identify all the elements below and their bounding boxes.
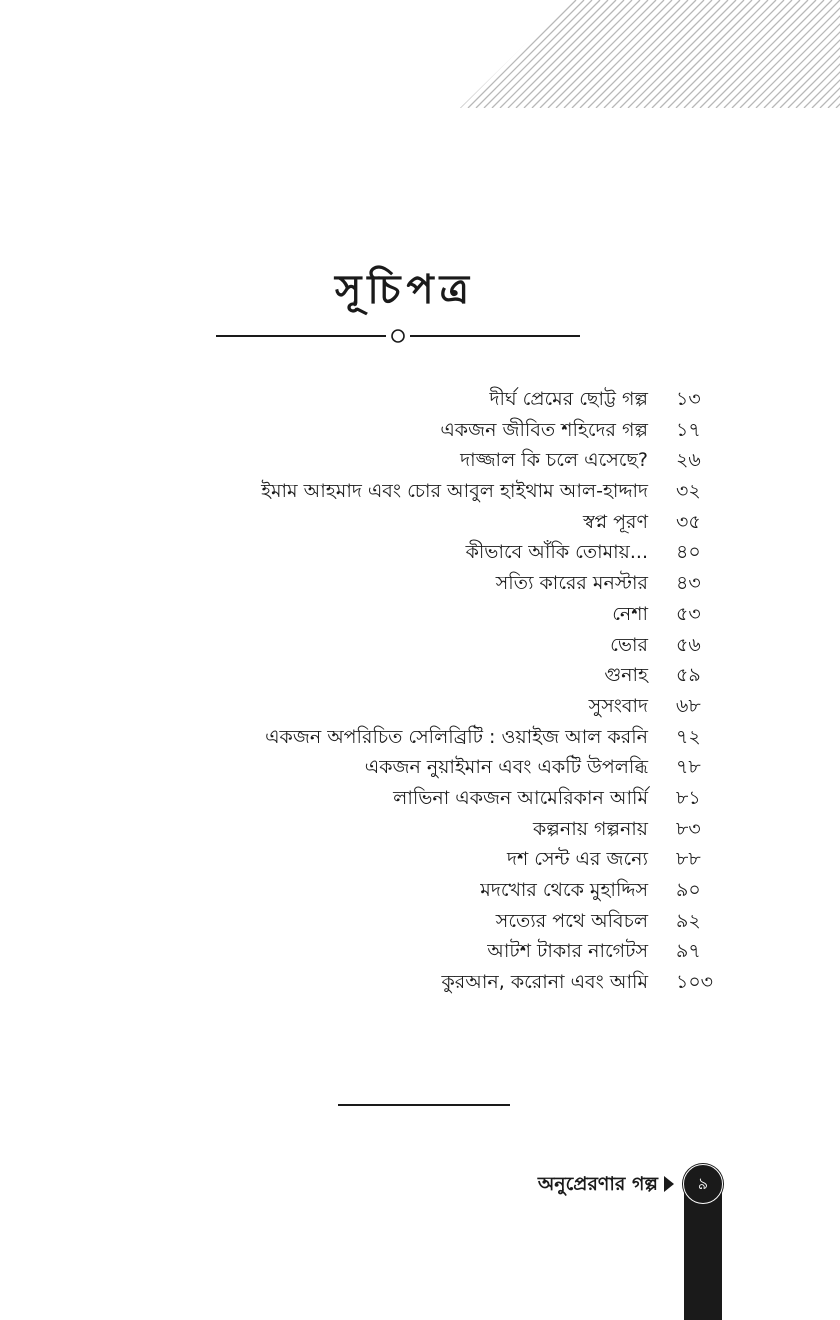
toc-entry-page: ৮৩ xyxy=(676,817,701,840)
footer-arrow-icon xyxy=(664,1176,674,1192)
hatch-line xyxy=(652,0,760,108)
toc-entry xyxy=(0,445,840,476)
toc-entry-title: মদখোর থেকে মুহাদ্দিস xyxy=(480,879,648,901)
toc-entry-page: ৩২ xyxy=(676,480,701,503)
toc-entry xyxy=(0,691,840,722)
hatch-line xyxy=(700,0,808,108)
hatch-line xyxy=(508,0,616,108)
hatch-line xyxy=(708,0,816,108)
toc-entry-title: গুনাহ xyxy=(604,664,648,687)
hatch-line xyxy=(620,0,728,108)
hatch-line xyxy=(676,0,784,108)
toc-entry-title: লাভিনা একজন আমেরিকান আর্মি xyxy=(393,786,648,809)
toc-entry xyxy=(0,814,840,845)
toc-entry-page: ২৬ xyxy=(676,449,701,472)
hatch-line xyxy=(596,0,704,108)
hatch-line xyxy=(660,0,768,108)
toc-entry xyxy=(0,476,840,507)
toc-entry-page: ৯৭ xyxy=(676,940,701,963)
hatch-line xyxy=(460,0,496,108)
hatch-line xyxy=(612,0,720,108)
toc-entry-page: ৭৮ xyxy=(676,756,701,779)
hatch-line xyxy=(460,0,512,108)
hatch-line xyxy=(684,0,792,108)
hatch-line xyxy=(636,0,744,108)
toc-entry-title: কল্পনায় গল্পনায় xyxy=(533,817,648,840)
hatch-line xyxy=(772,0,840,108)
toc-entry xyxy=(0,599,840,630)
toc-entry xyxy=(0,507,840,538)
toc-entry-title: আটশ টাকার নাগেটস xyxy=(487,940,648,963)
toc-entry-title: ইমাম আহমাদ এবং চোর আবুল হাইথাম আল-হাদ্দাদ xyxy=(261,480,648,503)
toc-entry xyxy=(0,537,840,568)
toc-entry xyxy=(0,752,840,783)
hatch-line xyxy=(716,0,824,108)
hatch-line xyxy=(532,0,640,108)
toc-entry-page: ১৭ xyxy=(676,418,701,441)
toc-entry-page: ৯২ xyxy=(676,909,701,932)
toc-entry-page: ১০৩ xyxy=(676,971,714,994)
toc-entry xyxy=(0,630,840,661)
hatch-line xyxy=(460,0,504,108)
table-of-contents xyxy=(0,384,840,998)
hatch-line xyxy=(692,0,800,108)
hatch-line xyxy=(548,0,656,108)
hatch-line xyxy=(460,0,520,108)
page-number-badge: ৯ xyxy=(683,1164,723,1204)
hatch-line xyxy=(588,0,696,108)
hatch-line xyxy=(516,0,624,108)
toc-entry xyxy=(0,783,840,814)
bottom-rule xyxy=(338,1104,510,1106)
toc-entry-title: কীভাবে আঁকি তোমায়... xyxy=(465,541,648,564)
hatch-line xyxy=(524,0,632,108)
toc-entry xyxy=(0,875,840,906)
hatch-line xyxy=(460,0,568,108)
toc-entry-title: কুরআন, করোনা এবং আমি xyxy=(441,971,648,994)
hatch-line xyxy=(740,0,840,108)
toc-entry-title: একজন নুয়াইমান এবং একটি উপলব্ধি xyxy=(364,756,648,779)
toc-entry xyxy=(0,906,840,937)
toc-entry-page: ৯০ xyxy=(676,879,701,901)
hatch-line xyxy=(572,0,680,108)
hatch-line xyxy=(580,0,688,108)
hatch-line xyxy=(468,0,576,108)
toc-entry-title: একজন জীবিত শহিদের গল্প xyxy=(440,418,648,441)
toc-entry-page: ৮১ xyxy=(676,786,701,809)
toc-entry-page: ৫৩ xyxy=(676,602,701,625)
hatch-line xyxy=(564,0,672,108)
toc-entry xyxy=(0,967,840,998)
hatch-line xyxy=(732,0,840,108)
toc-entry-title: দীর্ঘ প্রেমের ছোট্ট গল্প xyxy=(489,388,648,410)
toc-entry-page: ৮৮ xyxy=(676,848,701,871)
hatch-line xyxy=(540,0,648,108)
toc-entry-title: সত্যি কারের মনস্টার xyxy=(495,572,648,595)
hatch-line xyxy=(492,0,600,108)
hatch-line xyxy=(668,0,776,108)
toc-entry xyxy=(0,568,840,599)
hatch-line xyxy=(476,0,584,108)
toc-entry-title: স্বপ্ন পূরণ xyxy=(583,510,648,533)
title-divider-ornament xyxy=(216,326,580,346)
toc-entry xyxy=(0,415,840,446)
toc-entry-title: একজন অপরিচিত সেলিব্রিটি : ওয়াইজ আল করনি xyxy=(265,725,648,748)
hatch-line xyxy=(724,0,832,108)
toc-entry-page: ৫৯ xyxy=(676,664,701,687)
hatch-line xyxy=(500,0,608,108)
toc-entry xyxy=(0,384,840,415)
toc-entry-title: নেশা xyxy=(612,602,648,625)
page-tab-strip xyxy=(684,1186,722,1320)
page-title: সূচিপত্র xyxy=(335,267,475,313)
toc-entry xyxy=(0,660,840,691)
toc-entry-title: ভোর xyxy=(610,633,648,656)
toc-entry-page: ৬৮ xyxy=(676,694,701,717)
hatch-line xyxy=(460,0,464,108)
hatch-line xyxy=(604,0,712,108)
toc-entry-page: ৪০ xyxy=(676,541,701,564)
toc-entry-title: দাজ্জাল কি চলে এসেছে? xyxy=(460,449,648,472)
toc-entry-page: ৩৫ xyxy=(676,510,701,533)
toc-entry-page: ৭২ xyxy=(676,725,701,748)
toc-entry-page: ১৩ xyxy=(676,388,701,410)
hatched-corner-decoration xyxy=(460,0,840,108)
hatch-line xyxy=(460,0,528,108)
toc-entry-page: ৪৩ xyxy=(676,572,701,595)
toc-entry-page: ৫৬ xyxy=(676,633,701,656)
toc-entry xyxy=(0,844,840,875)
toc-entry-title: সুসংবাদ xyxy=(588,694,648,717)
hatch-line xyxy=(484,0,592,108)
hatch-line xyxy=(556,0,664,108)
toc-entry xyxy=(0,936,840,967)
hatch-line xyxy=(628,0,736,108)
footer-book-title: অনুপ্রেরণার গল্প xyxy=(537,1173,658,1195)
hatch-line xyxy=(460,0,560,108)
hatch-line xyxy=(644,0,752,108)
hatch-line xyxy=(460,0,472,108)
toc-entry-title: দশ সেন্ট এর জন্যে xyxy=(507,848,648,871)
toc-entry-title: সত্যের পথে অবিচল xyxy=(495,909,648,932)
toc-entry xyxy=(0,722,840,753)
